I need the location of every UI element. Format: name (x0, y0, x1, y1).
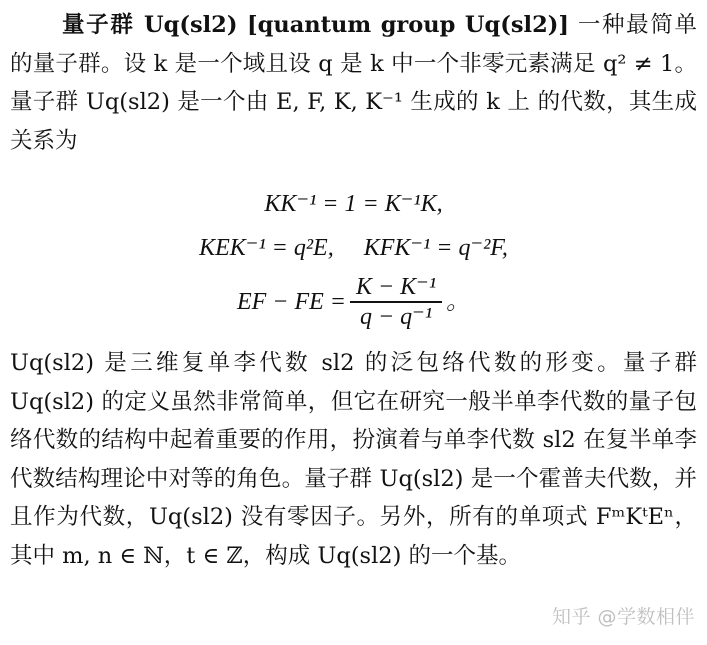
definition-text: 一种最简单的量子群。设 k 是一个域且设 q 是 k 中一个非零元素满足 q² ≠ 1。量子群 Uq(sl2) 是一个由 E, F, K, K⁻¹ 生成的 k 上 的代数，其生成关系为 (10, 12, 697, 154)
description-paragraph: Uq(sl2) 是三维复单李代数 sl2 的泛包络代数的形变。量子群 Uq(sl2) 的定义虽然非常简单，但它在研究一般半单李代数的量子包络代数的结构中起着重要的作用，扮演着与单李代数 sl2 在复半单李代数结构理论中对等的角色。量子群 Uq(sl2) 是一个霍普夫代数，并且作为代数，Uq(sl2) 没有零因子。另外，所有的单项式 FᵐKᵗEⁿ，其中 m, n ∈ ℕ，t ∈ ℤ，构成 Uq(sl2) 的一个基。 (10, 350, 697, 569)
article-body (10, 6, 697, 575)
equation-1: KK⁻¹ = 1 = K⁻¹K, (264, 191, 443, 217)
equation-3-lhs: EF − FE = (236, 289, 346, 315)
term-heading: 量子群 Uq(sl2) [quantum group Uq(sl2)] (62, 12, 570, 38)
equation-3-end: 。 (446, 289, 471, 315)
fraction-numerator: K − K⁻¹ (355, 274, 437, 301)
equation-2b: KFK⁻¹ = q⁻²F, (363, 235, 508, 261)
equation-block (10, 182, 697, 334)
fraction (350, 273, 442, 330)
equation-3 (10, 270, 697, 334)
fraction-denominator: q − q⁻¹ (359, 303, 433, 330)
equation-2 (10, 226, 697, 270)
definition-paragraph (10, 6, 697, 160)
watermark: 知乎 @学数相伴 (551, 606, 695, 628)
equation-2a: KEK⁻¹ = q²E, (199, 235, 334, 261)
